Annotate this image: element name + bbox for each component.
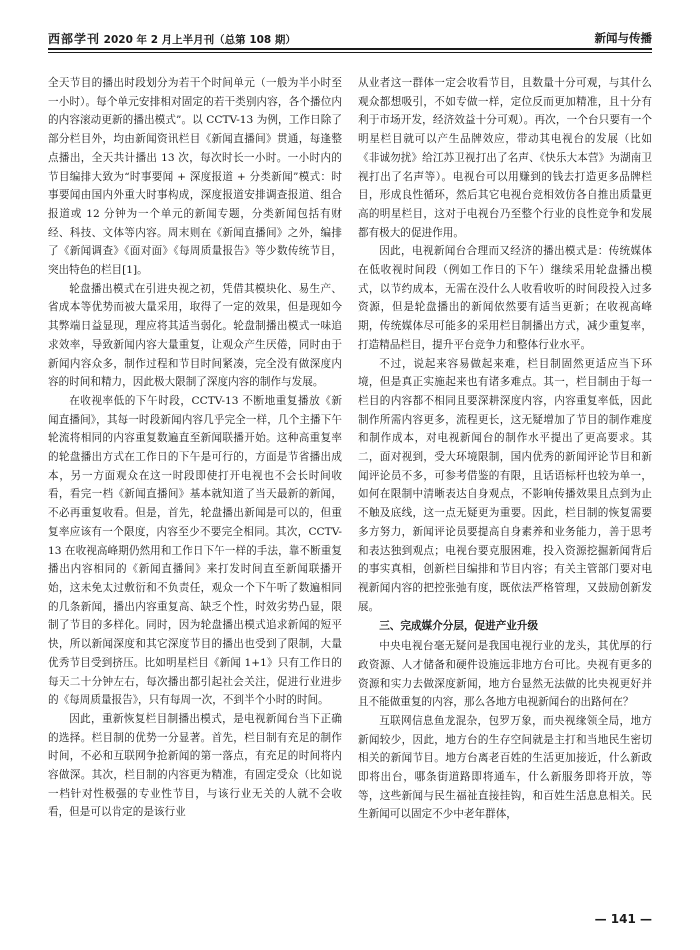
paragraph: 中央电视台毫无疑问是我国电视行业的龙头，其优厚的行政资源、人才储备和硬件设施远非地方台可比。央视有更多的资源和实力去做深度新闻，地方台显然无法做的比央视更好并且不能做重复的内容，那么各地方电视新闻台的出路何在？ [358, 640, 652, 709]
journal-masthead: 西部学刊 [48, 32, 101, 46]
paragraph: 从业者这一群体一定会收看节目，且数量十分可观，与其什么观众都想吸引，不如专做一样，定位反而更加精准，且十分有利于市场开发，经济效益十分可观）。再次，一个台只要有一个明星栏目就可以产生品牌效应，带动其电视台的发展（比如《非诚勿扰》给江苏卫视打出了名声、《快乐大本营》为湖南卫视打出了名声等）。电视台可以用赚到的钱去打造更多品牌栏目，形成良性循环，然后其它电视台竞相效仿各自推出质量更高的明星栏目，这对于电视台乃至整个行业的良性竞争和发展都有极大的促进作用。 [358, 77, 652, 239]
paragraph: 轮盘播出模式在引进央视之初，凭借其模块化、易生产、省成本等优势而被大量采用，取得了一定的效果，但是现如今其弊端日益显现，理应将其适当弱化。轮盘制播出模式一味追求效率，导致新闻内容大量重复，让观众产生厌倦，同时由于新闻内容众多，制作过程和节目时间紧凑，完全没有做深度内容的时间和精力，因此极大限制了深度内容的制作与发展。 [48, 282, 342, 389]
paragraph: 因此，电视新闻台合理而又经济的播出模式是：传统媒体在低收视时间段（例如工作日的下午）继续采用轮盘播出模式，以节约成本，无需在没什么人收看收听的时间段投入过多资源，但是轮盘播出的新闻依然要有适当更新；在收视高峰期，传统媒体尽可能多的采用栏目制播出方式，减少重复率，打造精品栏目，提升平台竞争力和整体行业水平。 [358, 245, 652, 351]
paragraph: 互联网信息鱼龙混杂，包罗万象，而央视缘领全局，地方新闻较少，因此，地方台的生存空间就是主打和当地民生密切相关的新闻节目。地方台离老百姓的生活更加接近，什么新政即将出台，哪条街道路即将通车，什么新服务即将开放，等等，这些新闻与民生福祉直接挂钩，和百姓生活息息相关。民生新闻可以固定不少中老年群体， [358, 714, 652, 821]
section-title: 新闻与传播 [594, 31, 652, 45]
running-head [48, 30, 296, 47]
issue-info: 2020 年 2 月上半月刊（总第 108 期） [103, 34, 296, 46]
header-rule [48, 48, 652, 50]
left-column [48, 74, 342, 822]
page-header [48, 30, 652, 60]
paragraph: 全天节目的播出时段划分为若干个时间单元（一般为半小时至一小时）。每个单元安排相对固定的若干类别内容，各个播位内的内容滚动更新的播出模式”。以 CCTV-13 为例，工作日除了部分栏目外，均由新闻资讯栏目《新闻直播间》贯通，每逢整点播出，全天共计播出 13 次，每次时长一小时。一小时内的节目编排大致为“时事要闻 + 深度报道 + 分类新闻”模式：时事要闻由国内外重大时事构成，深度报道安排调查报道、组合报道或 12 分钟为一个单元的新闻专题，分类新闻包括有财经、科技、文体等内容。周末则在《新闻直播间》之外，编排了《新闻调查》《面对面》《每周质量报告》等少数传统节目，突出特色的栏目[1]。 [48, 77, 342, 277]
paragraph: 在收视率低的下午时段，CCTV-13 不断地重复播放《新闻直播间》，其每一时段新闻内容几乎完全一样，几个主播下午轮流将相同的内容重复数遍直至新闻联播开始。这种高重复率的轮盘播出方式在工作日的下午是可行的，方面是节省播出成本，另一方面观众在这一时段即使打开电视也不会长时间收看，看完一档《新闻直播间》基本就知道了当天最新的新闻，不必再重复收看。但是，首先，轮盘播出新闻是可以的，但重复率应该有一个限度，内容至少不要完全相同。其次，CCTV-13 在收视高峰期仍然用和工作日下午一样的手法，靠不断重复播出内容相同的《新闻直播间》来打发时间直至新闻联播开始，这未免太过敷衍和不负责任，观众一个下午听了数遍相同的几条新闻，播出内容重复高、缺乏个性，时效劣势凸显，限制了节目的多样化。同时，因为轮盘播出模式追求新闻的短平快，所以新闻深度和其它深度节目的播出也受到了限制，大量优秀节目受到挤压。比如明星栏目《新闻 1+1》只有工作日的每天二十分钟左右，每次播出都引起社会关注，促进行业进步的《每周质量报告》，只有每周一次，不到半个小时的时间。 [48, 394, 342, 707]
header-rule-thin [48, 52, 652, 53]
paragraph: 因此，重新恢复栏目制播出模式，是电视新闻台当下正确的选择。栏目制的优势一分显著。首先，栏目制有充足的制作时间，不必和互联网争抢新闻的第一落点，有充足的时间将内容做深。其次，栏目制的内容更为精准，有固定受众（比如说一档针对性极强的专业性节目，与该行业无关的人就不会收看，但是可以肯定的是该行业 [48, 712, 342, 819]
page-number: — 141 — [594, 912, 652, 926]
section-heading: 三、完成媒介分层，促进产业升级 [379, 620, 539, 633]
paragraph: 不过，说起来容易做起来难，栏目制固然更适应当下环境，但是真正实施起来也有诸多难点。其一，栏目制由于每一栏目的内容都不相同且要深耕深度内容，内容重复率低，因此制作所需内容更多，流程更长，这无疑增加了节目的制作难度和制作成本，对电视新闻台的制作水平提出了更高要求。其二，面对视到，受大环境限制，国内优秀的新闻评论节目和新闻评论员不多，可参考借鉴的有限，且话语标杆也较为单一，如何在限制中清晰表达自身观点，不影响传播效果且点到为止不触及底线，这一点无疑更为重要。因此，栏目制的恢复需要多方努力，新闻评论员要提高自身素养和业务能力，善于思考和表达独到观点；电视台要克服困难，投入资源挖掘新闻背后的事实真相，创新栏目编排和节目内容；有关主管部门要对电视新闻内容的把控张弛有度，既依法严格管理，又鼓励创新发展。 [358, 357, 652, 613]
right-column [358, 74, 652, 824]
